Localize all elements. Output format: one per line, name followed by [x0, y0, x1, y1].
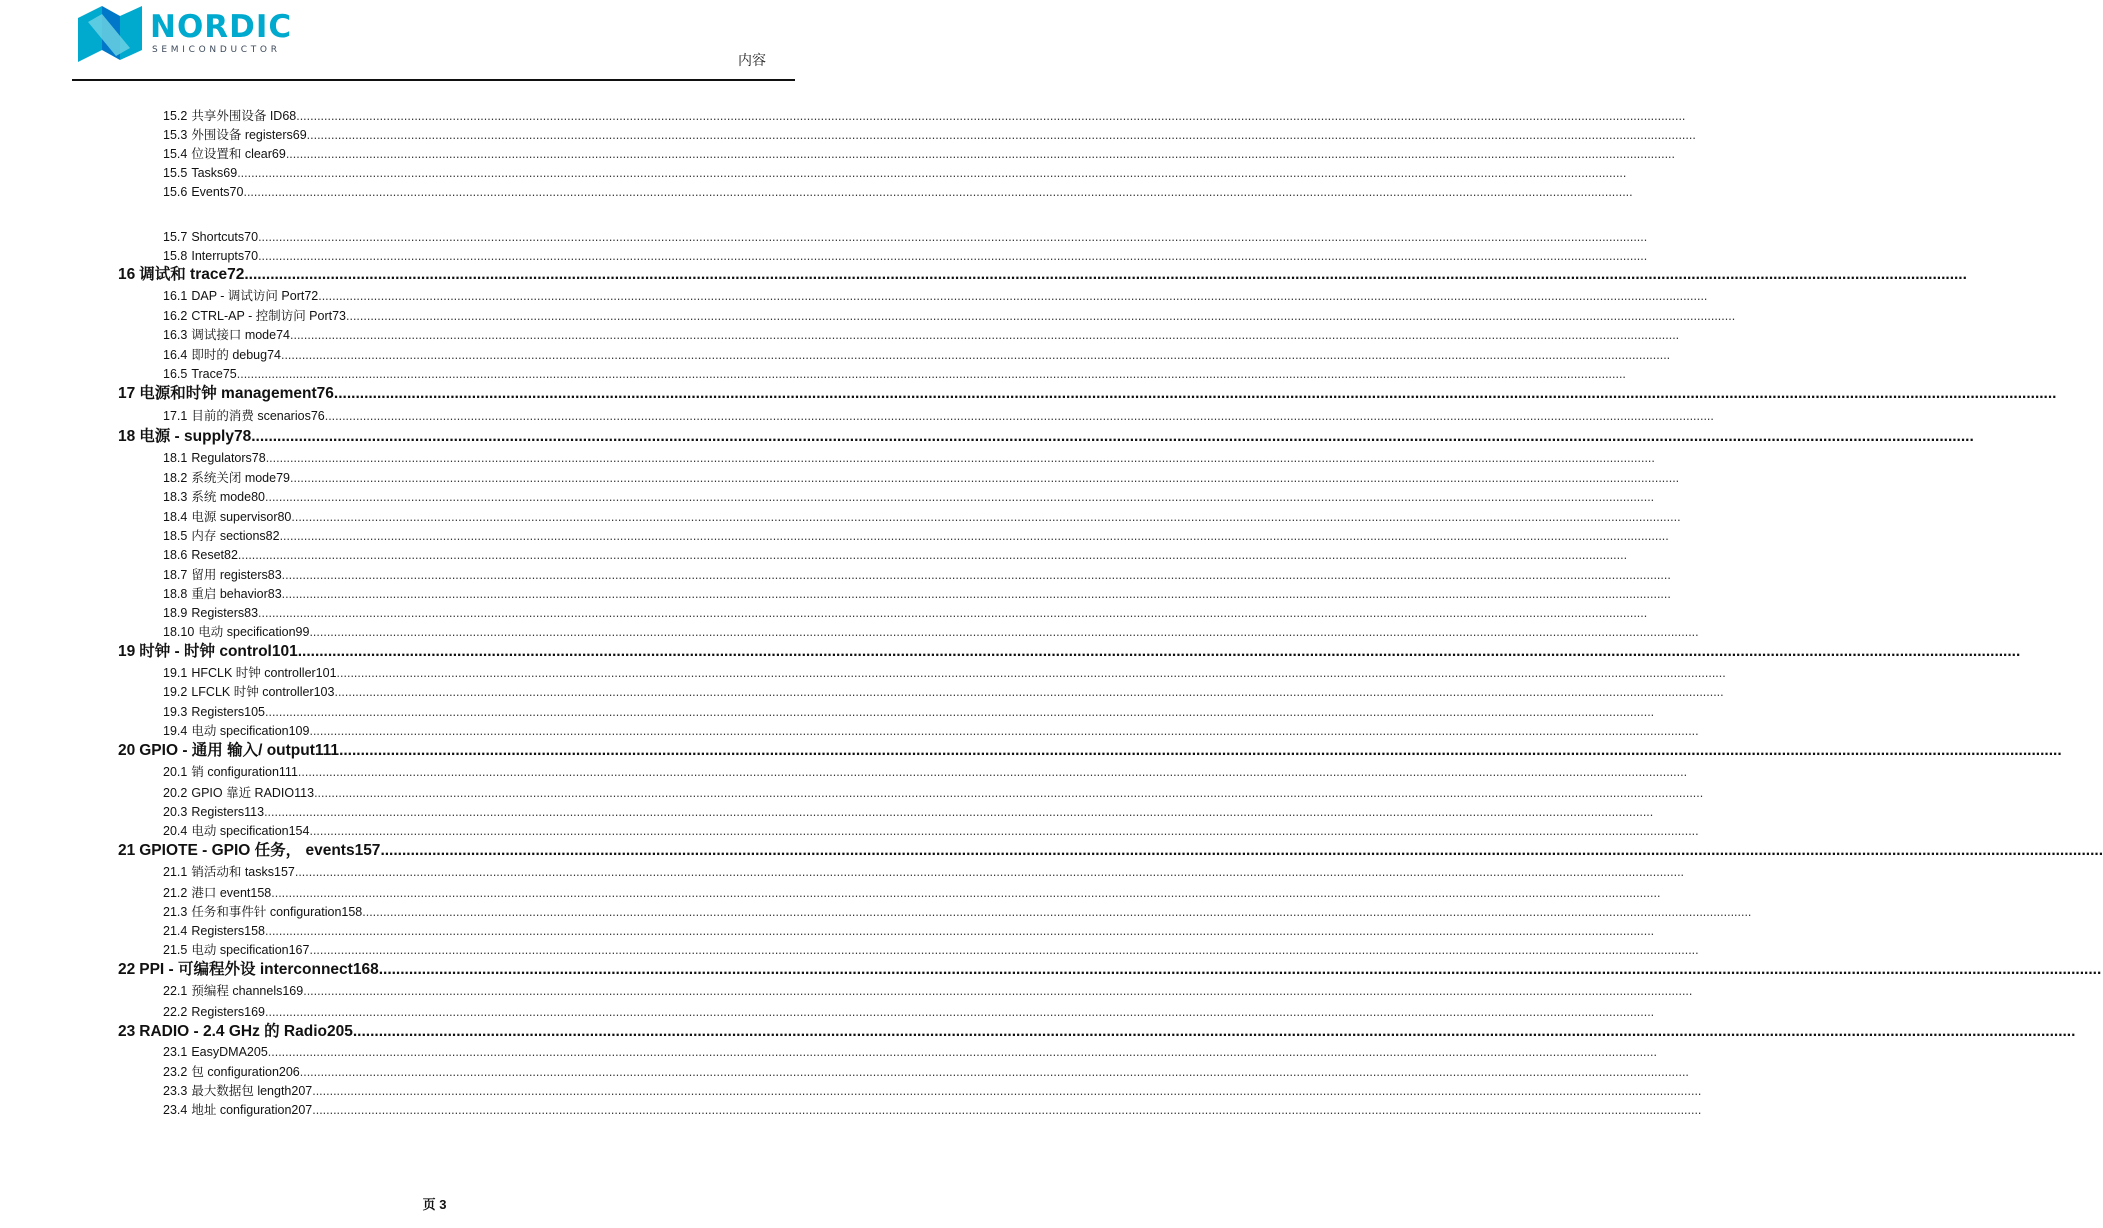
toc-entry[interactable] [163, 326, 1680, 344]
toc-entry-title: 地址 configuration207 [191, 1103, 313, 1117]
toc-entry[interactable] [163, 803, 1654, 821]
toc-entry[interactable] [163, 546, 1628, 564]
toc-leader-dots: ................................................................................................................................................................................................................................................................................................................................................................................................................ [280, 348, 1671, 362]
toc-entry-number: 18.8 [163, 587, 188, 601]
toc-entry-title: 最大数据包 length207 [191, 1084, 313, 1098]
toc-entry-number: 19 [118, 643, 136, 660]
toc-leader-dots: ................................................................................................................................................................................................................................................................................................................................................................................................................ [324, 409, 1714, 423]
toc-entry[interactable] [118, 641, 2021, 663]
toc-entry[interactable] [118, 383, 2057, 405]
nordic-logo [76, 4, 293, 64]
toc-entry[interactable] [163, 722, 1699, 740]
toc-entry-number: 19.4 [163, 724, 188, 738]
toc-entry[interactable] [163, 703, 1655, 721]
toc-entry-title: EasyDMA205 [191, 1045, 268, 1059]
toc-entry[interactable] [163, 1003, 1655, 1021]
toc-entry-title: 电源 - supply78 [139, 428, 252, 445]
toc-entry-title: RADIO - 2.4 GHz 的 Radio205 [139, 1023, 353, 1040]
toc-entry-title: HFCLK 时钟 controller101 [191, 666, 337, 680]
toc-entry-number: 20.3 [163, 805, 188, 819]
toc-entry[interactable] [163, 884, 1661, 902]
toc-entry[interactable] [118, 426, 1974, 448]
toc-leader-dots: ................................................................................................................................................................................................................................................................................................................................................................................................................ [309, 943, 1699, 957]
toc-entry-number: 21.4 [163, 924, 188, 938]
toc-entry-title: 留用 registers83 [191, 568, 282, 582]
toc-leader-dots: ................................................................................................................................................................................................................................................................................................................................................................................................................ [290, 471, 1680, 485]
page-header [0, 0, 869, 82]
toc-entry-number: 18.6 [163, 548, 188, 562]
toc-entry-title: 电动 specification167 [191, 943, 310, 957]
toc-entry-title: 位设置和 clear69 [191, 147, 286, 161]
toc-leader-dots: ................................................................................................................................................................................................................................................................................................................................................................................................................ [271, 886, 1661, 900]
toc-entry-title: GPIOTE - GPIO 任务， events157 [139, 842, 381, 859]
toc-leader-dots: ................................................................................................................................................................................................................................................................................................................................................................................................................ [378, 961, 2102, 978]
toc-entry-number: 21.5 [163, 943, 188, 957]
toc-entry-number: 15.2 [163, 109, 188, 123]
toc-entry-number: 23.2 [163, 1065, 188, 1079]
toc-entry[interactable] [163, 107, 1686, 125]
toc-entry-title: 共享外围设备 ID68 [191, 109, 297, 123]
toc-entry[interactable] [163, 1043, 1657, 1061]
toc-entry-number: 16 [118, 266, 136, 283]
toc-leader-dots: ................................................................................................................................................................................................................................................................................................................................................................................................................ [294, 865, 1685, 879]
toc-entry-title: Registers83 [191, 606, 259, 620]
toc-entry-title: 电动 specification154 [191, 824, 310, 838]
toc-entry-number: 18.3 [163, 490, 188, 504]
toc-entry[interactable] [163, 623, 1699, 641]
toc-leader-dots: ................................................................................................................................................................................................................................................................................................................................................................................................................ [279, 529, 1669, 543]
toc-entry-number: 21.1 [163, 865, 188, 879]
toc-entry[interactable] [163, 683, 1724, 701]
toc-leader-dots: ................................................................................................................................................................................................................................................................................................................................................................................................................ [362, 905, 1752, 919]
toc-leader-dots: ................................................................................................................................................................................................................................................................................................................................................................................................................ [333, 385, 2057, 402]
toc-leader-dots: ................................................................................................................................................................................................................................................................................................................................................................................................................ [281, 568, 1671, 582]
toc-entry[interactable] [163, 585, 1671, 603]
nordic-logo-icon [76, 4, 144, 64]
toc-entry-number: 23.1 [163, 1045, 188, 1059]
toc-leader-dots: ................................................................................................................................................................................................................................................................................................................................................................................................................ [339, 742, 2062, 759]
toc-entry[interactable] [163, 664, 1726, 682]
toc-entry[interactable] [163, 469, 1680, 487]
toc-entry-title: 包 configuration206 [191, 1065, 300, 1079]
toc-entry-number: 15.7 [163, 230, 188, 244]
toc-entry-title: 系统 mode80 [191, 490, 265, 504]
toc-entry-number: 22.1 [163, 984, 188, 998]
toc-entry-title: 任务和事件针 configuration158 [191, 905, 363, 919]
toc-entry-number: 17.1 [163, 409, 188, 423]
toc-entry[interactable] [163, 903, 1752, 921]
toc-entry-title: CTRL-AP - 控制访问 Port73 [191, 309, 347, 323]
toc-entry-number: 16.2 [163, 309, 188, 323]
toc-leader-dots: ................................................................................................................................................................................................................................................................................................................................................................................................................ [312, 1103, 1702, 1117]
logo-wordmark: NORDIC [150, 9, 293, 45]
toc-entry[interactable] [163, 763, 1688, 781]
toc-entry-title: Registers169 [191, 1005, 265, 1019]
toc-entry[interactable] [163, 982, 1693, 1000]
toc-leader-dots: ................................................................................................................................................................................................................................................................................................................................................................................................................ [318, 289, 1708, 303]
toc-entry[interactable] [118, 959, 2102, 981]
toc-leader-dots: ................................................................................................................................................................................................................................................................................................................................................................................................................ [265, 451, 1655, 465]
toc-entry-number: 15.8 [163, 249, 188, 263]
toc-entry[interactable] [163, 247, 1648, 265]
toc-entry[interactable] [163, 365, 1626, 383]
toc-leader-dots: ................................................................................................................................................................................................................................................................................................................................................................................................................ [303, 984, 1693, 998]
toc-entry-number: 19.1 [163, 666, 188, 680]
toc-leader-dots: ................................................................................................................................................................................................................................................................................................................................................................................................................ [281, 587, 1671, 601]
toc-leader-dots: ................................................................................................................................................................................................................................................................................................................................................................................................................ [258, 230, 1648, 244]
section-label: 内容 [738, 52, 766, 68]
toc-entry-number: 18.9 [163, 606, 188, 620]
toc-leader-dots: ................................................................................................................................................................................................................................................................................................................................................................................................................ [265, 705, 1655, 719]
toc-entry-title: Registers105 [191, 705, 265, 719]
toc-leader-dots: ................................................................................................................................................................................................................................................................................................................................................................................................................ [314, 786, 1704, 800]
toc-entry-number: 23 [118, 1023, 136, 1040]
toc-entry[interactable] [163, 164, 1627, 182]
toc-leader-dots: ................................................................................................................................................................................................................................................................................................................................................................................................................ [297, 765, 1688, 779]
toc-entry[interactable] [118, 264, 1967, 286]
toc-leader-dots: ................................................................................................................................................................................................................................................................................................................................................................................................................ [258, 249, 1648, 263]
toc-leader-dots: ................................................................................................................................................................................................................................................................................................................................................................................................................ [285, 147, 1675, 161]
toc-leader-dots: ................................................................................................................................................................................................................................................................................................................................................................................................................ [309, 625, 1699, 639]
toc-entry-number: 18 [118, 428, 136, 445]
toc-leader-dots: ................................................................................................................................................................................................................................................................................................................................................................................................................ [237, 548, 1628, 562]
toc-entry-number: 18.10 [163, 625, 195, 639]
toc-entry-number: 15.3 [163, 128, 188, 142]
toc-entry-title: 调试接口 mode74 [191, 328, 290, 342]
toc-entry[interactable] [163, 508, 1681, 526]
toc-entry[interactable] [163, 346, 1671, 364]
toc-entry-title: DAP - 调试访问 Port72 [191, 289, 319, 303]
toc-entry-number: 16.5 [163, 367, 188, 381]
toc-entry[interactable] [163, 784, 1704, 802]
toc-entry-title: 外围设备 registers69 [191, 128, 307, 142]
toc-entry-title: 时钟 - 时钟 control101 [139, 643, 298, 660]
toc-entry[interactable] [163, 183, 1633, 201]
toc-entry-number: 16.1 [163, 289, 188, 303]
toc-leader-dots: ................................................................................................................................................................................................................................................................................................................................................................................................................ [290, 328, 1680, 342]
toc-entry-title: LFCLK 时钟 controller103 [191, 685, 335, 699]
toc-leader-dots: ................................................................................................................................................................................................................................................................................................................................................................................................................ [309, 824, 1699, 838]
toc-entry-number: 20.1 [163, 765, 188, 779]
logo-subtitle: SEMICONDUCTOR [152, 45, 281, 55]
toc-leader-dots: ................................................................................................................................................................................................................................................................................................................................................................................................................ [306, 128, 1696, 142]
toc-entry[interactable] [163, 566, 1671, 584]
toc-entry-number: 15.5 [163, 166, 188, 180]
toc-leader-dots: ................................................................................................................................................................................................................................................................................................................................................................................................................ [297, 643, 2021, 660]
toc-entry-number: 23.4 [163, 1103, 188, 1117]
toc-entry-number: 17 [118, 385, 136, 402]
toc-leader-dots: ................................................................................................................................................................................................................................................................................................................................................................................................................ [296, 109, 1686, 123]
toc-entry-title: PPI - 可编程外设 interconnect168 [139, 961, 379, 978]
toc-entry-number: 18.4 [163, 510, 188, 524]
toc-leader-dots: ................................................................................................................................................................................................................................................................................................................................................................................................................ [243, 185, 1633, 199]
toc-entry[interactable] [163, 145, 1675, 163]
toc-leader-dots: ................................................................................................................................................................................................................................................................................................................................................................................................................ [265, 1005, 1655, 1019]
toc-entry-number: 22.2 [163, 1005, 188, 1019]
toc-leader-dots: ................................................................................................................................................................................................................................................................................................................................................................................................................ [299, 1065, 1689, 1079]
toc-entry[interactable] [163, 287, 1708, 305]
toc-entry-title: GPIO 靠近 RADIO113 [191, 786, 315, 800]
toc-entry-number: 22 [118, 961, 136, 978]
toc-entry-title: 电源 supervisor80 [191, 510, 292, 524]
toc-entry-title: GPIO - 通用 输入/ output111 [139, 742, 340, 759]
page-number: 页 3 [422, 1197, 447, 1212]
toc-entry[interactable] [163, 307, 1736, 325]
toc-entry-number: 20.2 [163, 786, 188, 800]
toc-leader-dots: ................................................................................................................................................................................................................................................................................................................................................................................................................ [380, 842, 2103, 859]
toc-entry-title: Reset82 [191, 548, 238, 562]
toc-entry-number: 16.3 [163, 328, 188, 342]
toc-leader-dots: ................................................................................................................................................................................................................................................................................................................................................................................................................ [264, 805, 1654, 819]
toc-entry-title: 电动 specification99 [198, 625, 310, 639]
toc-entry-number: 15.6 [163, 185, 188, 199]
toc-entry[interactable] [163, 1082, 1702, 1100]
toc-entry[interactable] [163, 863, 1685, 881]
toc-entry-number: 19.3 [163, 705, 188, 719]
toc-entry[interactable] [163, 604, 1648, 622]
toc-entry[interactable] [163, 488, 1655, 506]
toc-entry-title: Registers158 [191, 924, 265, 938]
toc-entry[interactable] [118, 840, 2103, 862]
toc-leader-dots: ................................................................................................................................................................................................................................................................................................................................................................................................................ [336, 666, 1726, 680]
toc-entry[interactable] [163, 822, 1699, 840]
toc-leader-dots: ................................................................................................................................................................................................................................................................................................................................................................................................................ [309, 724, 1699, 738]
toc-entry-title: 销活动和 tasks157 [191, 865, 295, 879]
toc-entry-number: 15.4 [163, 147, 188, 161]
toc-leader-dots: ................................................................................................................................................................................................................................................................................................................................................................................................................ [258, 606, 1648, 620]
toc-leader-dots: ................................................................................................................................................................................................................................................................................................................................................................................................................ [265, 924, 1655, 938]
toc-entry-title: 即时的 debug74 [191, 348, 281, 362]
toc-entry[interactable] [163, 228, 1648, 246]
toc-leader-dots: ................................................................................................................................................................................................................................................................................................................................................................................................................ [237, 166, 1627, 180]
toc-entry[interactable] [163, 527, 1669, 545]
toc-entry-number: 21.3 [163, 905, 188, 919]
toc-leader-dots: ................................................................................................................................................................................................................................................................................................................................................................................................................ [312, 1084, 1702, 1098]
toc-leader-dots: ................................................................................................................................................................................................................................................................................................................................................................................................................ [346, 309, 1736, 323]
toc-entry[interactable] [163, 941, 1699, 959]
header-rule [72, 79, 795, 81]
toc-leader-dots: ................................................................................................................................................................................................................................................................................................................................................................................................................ [334, 685, 1724, 699]
toc-entry-number: 19.2 [163, 685, 188, 699]
toc-entry[interactable] [163, 1101, 1702, 1119]
toc-entry[interactable] [163, 126, 1696, 144]
toc-entry-number: 23.3 [163, 1084, 188, 1098]
toc-entry-number: 20 [118, 742, 136, 759]
toc-entry-title: 内存 sections82 [191, 529, 280, 543]
toc-entry-title: 系统关闭 mode79 [191, 471, 290, 485]
toc-leader-dots: ................................................................................................................................................................................................................................................................................................................................................................................................................ [236, 367, 1626, 381]
toc-entry-title: 重启 behavior83 [191, 587, 282, 601]
toc-entry-title: Registers113 [191, 805, 265, 819]
toc-entry-number: 18.5 [163, 529, 188, 543]
toc-leader-dots: ................................................................................................................................................................................................................................................................................................................................................................................................................ [291, 510, 1681, 524]
toc-leader-dots: ................................................................................................................................................................................................................................................................................................................................................................................................................ [352, 1023, 2076, 1040]
toc-entry-title: Events70 [191, 185, 244, 199]
toc-entry[interactable] [118, 740, 2062, 762]
toc-entry[interactable] [163, 449, 1655, 467]
toc-entry-number: 21 [118, 842, 136, 859]
toc-entry-title: 电源和时钟 management76 [139, 385, 334, 402]
toc-entry-title: 港口 event158 [191, 886, 272, 900]
toc-entry-title: 销 configuration111 [191, 765, 298, 779]
toc-entry-number: 16.4 [163, 348, 188, 362]
toc-entry-title: 电动 specification109 [191, 724, 310, 738]
toc-entry-number: 18.7 [163, 568, 188, 582]
toc-leader-dots: ................................................................................................................................................................................................................................................................................................................................................................................................................ [265, 490, 1655, 504]
toc-entry-title: Tasks69 [191, 166, 238, 180]
toc-leader-dots: ................................................................................................................................................................................................................................................................................................................................................................................................................ [267, 1045, 1657, 1059]
toc-entry-title: 调试和 trace72 [139, 266, 245, 283]
toc-entry-title: 预编程 channels169 [191, 984, 304, 998]
toc-entry-number: 18.1 [163, 451, 188, 465]
toc-entry-title: 目前的消费 scenarios76 [191, 409, 325, 423]
toc-entry[interactable] [163, 407, 1714, 425]
toc-entry-title: Interrupts70 [191, 249, 259, 263]
toc-entry[interactable] [118, 1021, 2076, 1043]
toc-entry-title: Trace75 [191, 367, 237, 381]
toc-entry[interactable] [163, 922, 1655, 940]
toc-entry-title: Regulators78 [191, 451, 266, 465]
toc-entry[interactable] [163, 1063, 1689, 1081]
toc-entry-title: Shortcuts70 [191, 230, 259, 244]
toc-entry-number: 20.4 [163, 824, 188, 838]
toc-leader-dots: ................................................................................................................................................................................................................................................................................................................................................................................................................ [244, 266, 1967, 283]
toc-entry-number: 18.2 [163, 471, 188, 485]
toc-leader-dots: ................................................................................................................................................................................................................................................................................................................................................................................................................ [251, 428, 1974, 445]
toc-entry-number: 21.2 [163, 886, 188, 900]
